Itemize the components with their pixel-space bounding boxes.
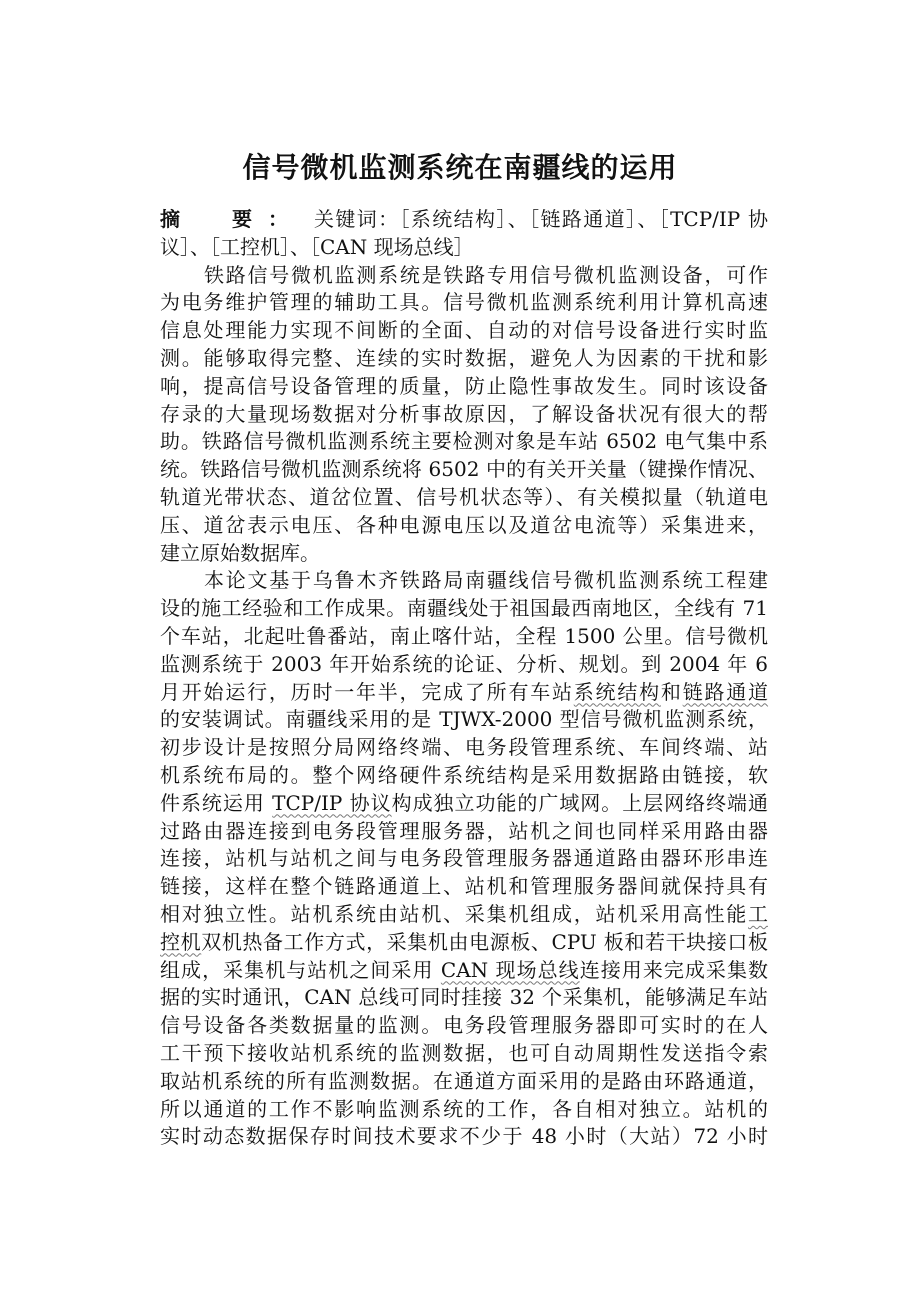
text-line — [160, 345, 768, 373]
text-line — [160, 623, 768, 651]
text-segment: 件系统运用 — [160, 790, 273, 815]
text-line — [160, 484, 768, 512]
text-line — [160, 567, 768, 595]
text-segment: 链接，这样在整个链路通道上、站机和管理服务器间就保持具有 — [160, 874, 768, 899]
abstract-label: 摘 要： — [160, 207, 288, 231]
text-segment: 为电务维护管理的辅助工具。信号微机监测系统利用计算机高速 — [160, 290, 768, 315]
keywords-text-continued: 议］、［工控机］、［CAN 现场总线］ — [160, 234, 474, 259]
text-segment: 机系统布局的。整个网络硬件系统结构是采用数据路由链接，软 — [160, 762, 768, 787]
text-line — [160, 1012, 768, 1040]
text-line — [160, 1096, 768, 1124]
text-line — [160, 289, 768, 317]
text-line — [160, 1068, 768, 1096]
text-segment: 监测系统于 2003 年开始系统的论证、分析、规划。到 2004 年 6 — [160, 651, 768, 676]
underlined-term: 工 — [748, 901, 768, 926]
text-segment: 连接用来完成采集数 — [579, 957, 769, 982]
text-line — [160, 456, 768, 484]
text-segment: 构成独立功能的广域网。上层网络终端通 — [391, 790, 769, 815]
document-title: 信号微机监测系统在南疆线的运用 — [242, 151, 678, 184]
text-segment: 双机热备工作方式，采集机由电源板、CPU 板和若干块接口板 — [201, 929, 769, 954]
text-segment: 的安装调试。南疆线采用的是 TJWX-2000 型信号微机监测系统， — [160, 707, 768, 732]
text-line — [160, 957, 768, 985]
underlined-term: 控机 — [160, 929, 202, 954]
document-body — [160, 206, 768, 1151]
text-line — [160, 901, 768, 929]
text-segment: 取站机系统的所有监测数据。在通道方面采用的是路由环路通道， — [160, 1068, 768, 1093]
text-line — [160, 679, 768, 707]
text-line — [160, 873, 768, 901]
keywords-text: 关键词：［系统结构］、［链路通道］、［TCP/IP 协 — [314, 207, 768, 231]
paragraph — [160, 262, 768, 568]
text-segment: 信息处理能力实现不间断的全面、自动的对信号设备进行实时监 — [160, 318, 768, 343]
text-segment: 工干预下接收站机系统的监测数据，也可自动周期性发送指令索 — [160, 1040, 768, 1065]
underlined-term: CAN 现场总线 — [440, 957, 580, 982]
text-segment: 建立原始数据库。 — [160, 540, 320, 565]
text-line — [160, 401, 768, 429]
text-line — [160, 762, 768, 790]
text-line — [160, 262, 768, 290]
text-line — [160, 651, 768, 679]
text-line — [160, 734, 768, 762]
text-line — [160, 929, 768, 957]
text-line — [160, 1123, 768, 1151]
underlined-term: 系统结构 — [573, 679, 661, 704]
text-segment: 组成，采集机与站机之间采用 — [160, 957, 441, 982]
paragraph — [160, 567, 768, 1151]
text-line — [160, 845, 768, 873]
text-segment: 和 — [660, 679, 683, 704]
underlined-term: 链路通道 — [682, 679, 769, 704]
text-segment: 铁路信号微机监测系统是铁路专用信号微机监测设备，可作 — [204, 262, 768, 287]
text-line — [160, 984, 768, 1012]
text-segment: 响，提高信号设备管理的质量，防止隐性事故发生。同时该设备 — [160, 373, 768, 398]
text-segment: 所以通道的工作不影响监测系统的工作，各自相对独立。站机的 — [160, 1096, 768, 1121]
text-line — [160, 818, 768, 846]
text-line — [160, 428, 768, 456]
text-segment: 助。铁路信号微机监测系统主要检测对象是车站 6502 电气集中系 — [160, 429, 768, 454]
text-segment: 连接，站机与站机之间与电务段管理服务器通道路由器环形串连 — [160, 846, 768, 871]
text-segment: 过路由器连接到电务段管理服务器，站机之间也同样采用路由器 — [160, 818, 768, 843]
text-segment: 轨道光带状态、道岔位置、信号机状态等）、有关模拟量（轨道电 — [160, 484, 768, 509]
text-segment: 实时动态数据保存时间技术要求不少于 48 小时（大站）72 小时 — [160, 1124, 768, 1149]
text-segment: 统。铁路信号微机监测系统将 6502 中的有关开关量（键操作情况、 — [160, 457, 768, 482]
text-line — [160, 512, 768, 540]
abstract-line — [160, 206, 768, 234]
text-segment: 设的施工经验和工作成果。南疆线处于祖国最西南地区，全线有 71 — [160, 596, 768, 621]
text-segment: 信号设备各类数据量的监测。电务段管理服务器即可实时的在人 — [160, 1013, 768, 1038]
text-segment: 相对独立性。站机系统由站机、采集机组成，站机采用高性能 — [160, 901, 748, 926]
text-line — [160, 595, 768, 623]
text-line — [160, 317, 768, 345]
text-line — [160, 373, 768, 401]
text-segment: 测。能够取得完整、连续的实时数据，避免人为因素的干扰和影 — [160, 345, 768, 370]
text-segment: 初步设计是按照分局网络终端、电务段管理系统、车间终端、站 — [160, 735, 768, 760]
text-segment: 月开始运行，历时一年半，完成了所有车站 — [160, 679, 574, 704]
text-line — [160, 790, 768, 818]
text-segment: 本论文基于乌鲁木齐铁路局南疆线信号微机监测系统工程建 — [204, 568, 768, 593]
text-line — [160, 706, 768, 734]
text-segment: 压、道岔表示电压、各种电源电压以及道岔电流等）采集进来， — [160, 512, 768, 537]
text-segment: 存录的大量现场数据对分析事故原因，了解设备状况有很大的帮 — [160, 401, 768, 426]
text-segment: 个车站，北起吐鲁番站，南止喀什站，全程 1500 公里。信号微机 — [160, 623, 768, 648]
paragraphs — [160, 262, 768, 1152]
text-segment: 据的实时通讯，CAN 总线可同时挂接 32 个采集机，能够满足车站 — [160, 985, 768, 1010]
text-line — [160, 1040, 768, 1068]
text-line — [160, 540, 768, 568]
underlined-term: TCP/IP 协议 — [272, 790, 392, 815]
